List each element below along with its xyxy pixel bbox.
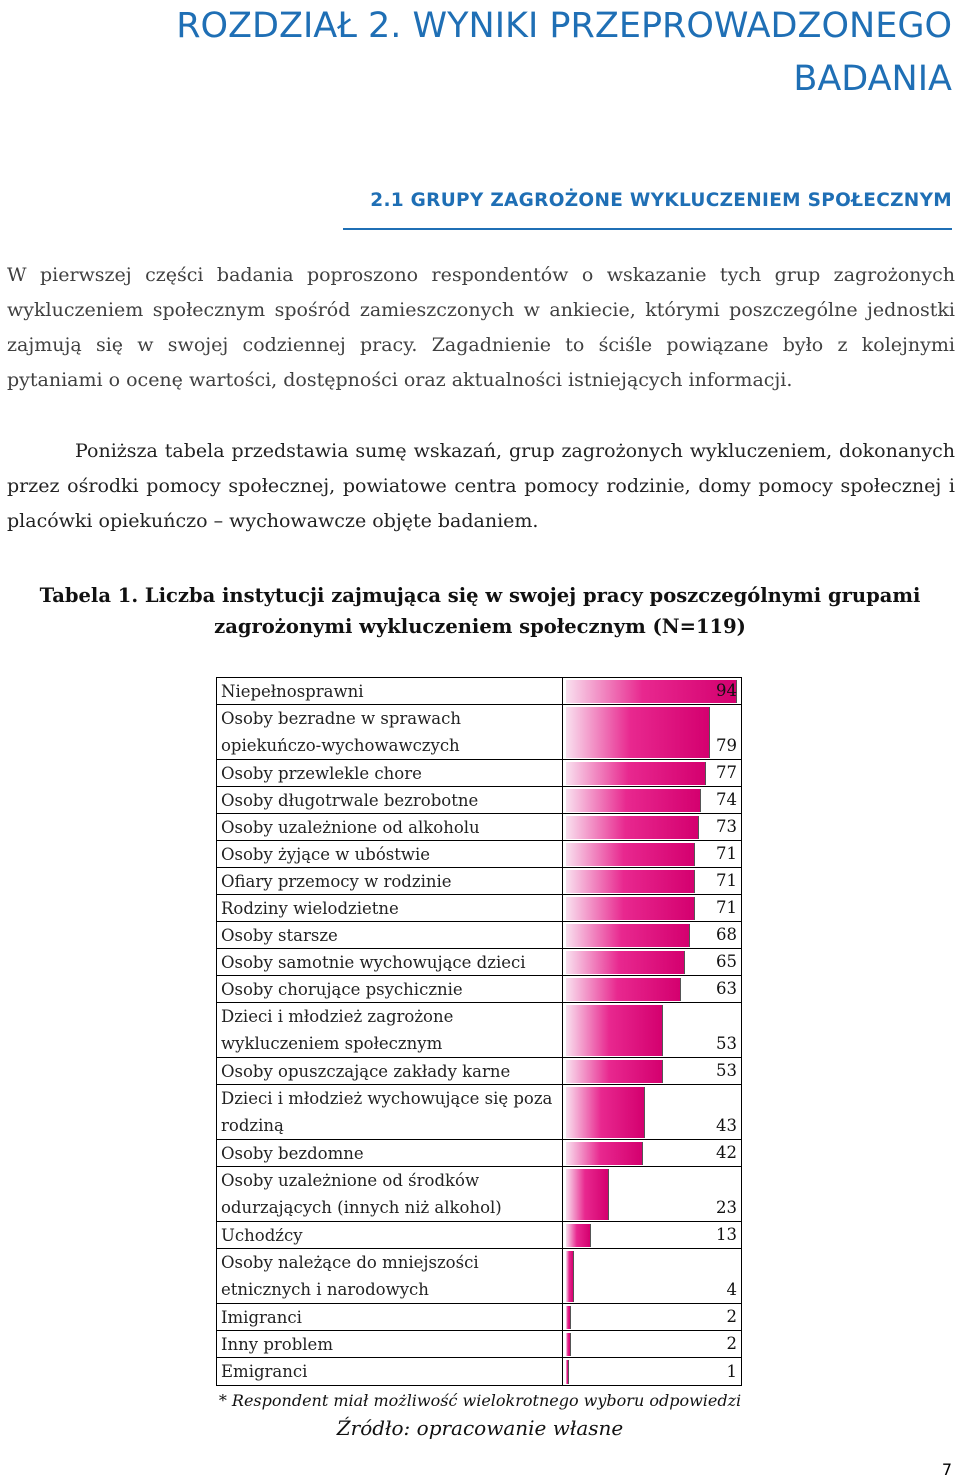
bar-cell bbox=[564, 1085, 741, 1139]
table-caption-line1: Tabela 1. Liczba instytucji zajmująca się w swojej pracy poszczególnymi grupami bbox=[39, 584, 921, 607]
row-value: 2 bbox=[726, 1307, 737, 1326]
table-row bbox=[217, 705, 741, 760]
row-value: 1 bbox=[726, 1362, 737, 1381]
row-label: Osoby samotnie wychowujące dzieci bbox=[217, 949, 563, 975]
row-value: 53 bbox=[716, 1061, 737, 1080]
row-value: 94 bbox=[716, 681, 737, 700]
value-bar bbox=[566, 1251, 574, 1302]
row-label: Osoby żyjące w ubóstwie bbox=[217, 841, 563, 867]
bar-cell bbox=[564, 922, 741, 948]
row-value: 63 bbox=[716, 979, 737, 998]
value-bar bbox=[566, 816, 699, 839]
row-label: Osoby należące do mniejszości etnicznych i narodowych bbox=[217, 1249, 563, 1303]
value-bar bbox=[566, 1142, 643, 1165]
value-bar bbox=[566, 680, 737, 703]
row-label: Inny problem bbox=[217, 1331, 563, 1357]
table-row bbox=[217, 868, 741, 895]
row-value: 4 bbox=[726, 1280, 737, 1299]
bar-cell bbox=[564, 841, 741, 867]
section-underline bbox=[343, 228, 952, 230]
value-bar bbox=[566, 762, 706, 785]
row-value: 79 bbox=[716, 736, 737, 755]
row-label: Niepełnosprawni bbox=[217, 678, 563, 704]
table-caption bbox=[0, 580, 960, 642]
value-bar bbox=[566, 707, 710, 758]
bar-cell bbox=[564, 760, 741, 786]
table-row bbox=[217, 1140, 741, 1167]
row-label: Osoby chorujące psychicznie bbox=[217, 976, 563, 1002]
row-value: 42 bbox=[716, 1143, 737, 1162]
value-bar bbox=[566, 978, 681, 1001]
row-label: Osoby uzależnione od środków odurzających (innych niż alkohol) bbox=[217, 1167, 563, 1221]
row-label: Uchodźcy bbox=[217, 1222, 563, 1248]
bar-cell bbox=[564, 1167, 741, 1221]
row-label: Osoby przewlekle chore bbox=[217, 760, 563, 786]
row-label: Osoby długotrwale bezrobotne bbox=[217, 787, 563, 813]
row-label: Emigranci bbox=[217, 1358, 563, 1385]
groups-table bbox=[216, 677, 742, 1386]
row-value: 71 bbox=[716, 898, 737, 917]
table-row bbox=[217, 1331, 741, 1358]
page-number: 7 bbox=[941, 1460, 952, 1479]
bar-cell bbox=[564, 1358, 741, 1385]
value-bar bbox=[566, 1005, 663, 1056]
table-row bbox=[217, 895, 741, 922]
table-caption-line2: zagrożonymi wykluczeniem społecznym (N=119) bbox=[214, 615, 746, 638]
row-label: Osoby uzależnione od alkoholu bbox=[217, 814, 563, 840]
row-value: 74 bbox=[716, 790, 737, 809]
row-label: Osoby opuszczające zakłady karne bbox=[217, 1058, 563, 1084]
bar-cell bbox=[564, 895, 741, 921]
intro-paragraph: W pierwszej części badania poproszono respondentów o wskazanie tych grup zagrożonych wykluczeniem społecznym spośród zamieszczonych w ankiecie, którymi poszczególne jednostki zajmują się w swojej codziennej pracy. Zagadnienie to ściśle powiązane było z kolejnymi pytaniami o ocenę wartości, dostępności oraz aktualności istniejących informacji. bbox=[7, 264, 955, 391]
row-label: Dzieci i młodzież zagrożone wykluczeniem społecznym bbox=[217, 1003, 563, 1057]
row-label: Osoby bezdomne bbox=[217, 1140, 563, 1166]
value-bar bbox=[566, 1360, 569, 1384]
table-row bbox=[217, 787, 741, 814]
row-value: 43 bbox=[716, 1116, 737, 1135]
bar-cell bbox=[564, 705, 741, 759]
value-bar bbox=[566, 789, 701, 812]
row-label: Osoby bezradne w sprawach opiekuńczo-wychowawczych bbox=[217, 705, 563, 759]
bar-cell bbox=[564, 1249, 741, 1303]
value-bar bbox=[566, 1306, 571, 1329]
table-row bbox=[217, 1358, 741, 1385]
bar-cell bbox=[564, 976, 741, 1002]
bar-cell bbox=[564, 678, 741, 704]
bar-cell bbox=[564, 949, 741, 975]
table-row bbox=[217, 1167, 741, 1222]
bar-cell bbox=[564, 1331, 741, 1357]
row-label: Dzieci i młodzież wychowujące się poza rodziną bbox=[217, 1085, 563, 1139]
chapter-title bbox=[52, 0, 952, 106]
table-row bbox=[217, 976, 741, 1003]
value-bar bbox=[566, 1333, 571, 1356]
value-bar bbox=[566, 870, 695, 893]
row-value: 73 bbox=[716, 817, 737, 836]
source-note: Źródło: opracowanie własne bbox=[336, 1416, 624, 1440]
row-value: 13 bbox=[716, 1225, 737, 1244]
value-bar bbox=[566, 951, 685, 974]
table-row bbox=[217, 1222, 741, 1249]
table-row bbox=[217, 1249, 741, 1304]
chapter-title-line2: BADANIA bbox=[793, 59, 952, 99]
table-row bbox=[217, 1085, 741, 1140]
section-title: 2.1 GRUPY ZAGROŻONE WYKLUCZENIEM SPOŁECZNYM bbox=[370, 190, 952, 211]
row-value: 53 bbox=[716, 1034, 737, 1053]
bar-cell bbox=[564, 1222, 741, 1248]
table-intro-paragraph: Poniższa tabela przedstawia sumę wskazań, grup zagrożonych wykluczeniem, dokonanych przez ośrodki pomocy społecznej, powiatowe centra pomocy rodzinie, domy pomocy społecznej i placówki opiekuńczo – wychowawcze objęte badaniem. bbox=[7, 440, 955, 532]
row-value: 68 bbox=[716, 925, 737, 944]
value-bar bbox=[566, 843, 695, 866]
row-label: Osoby starsze bbox=[217, 922, 563, 948]
value-bar bbox=[566, 897, 695, 920]
bar-cell bbox=[564, 1058, 741, 1084]
row-label: Imigranci bbox=[217, 1304, 563, 1330]
table-row bbox=[217, 814, 741, 841]
row-value: 2 bbox=[726, 1334, 737, 1353]
row-label: Ofiary przemocy w rodzinie bbox=[217, 868, 563, 894]
bar-cell bbox=[564, 868, 741, 894]
chapter-title-line1: ROZDZIAŁ 2. WYNIKI PRZEPROWADZONEGO bbox=[176, 6, 952, 46]
table-row bbox=[217, 678, 741, 705]
table-row bbox=[217, 1058, 741, 1085]
value-bar bbox=[566, 1224, 591, 1247]
value-bar bbox=[566, 1087, 645, 1138]
table-row bbox=[217, 922, 741, 949]
row-value: 71 bbox=[716, 871, 737, 890]
bar-cell bbox=[564, 814, 741, 840]
row-value: 23 bbox=[716, 1198, 737, 1217]
bar-cell bbox=[564, 787, 741, 813]
bar-cell bbox=[564, 1140, 741, 1166]
footnote: * Respondent miał możliwość wielokrotnego wyboru odpowiedzi bbox=[218, 1391, 742, 1410]
table-row bbox=[217, 760, 741, 787]
table-row bbox=[217, 1304, 741, 1331]
table-row bbox=[217, 1003, 741, 1058]
table-row bbox=[217, 949, 741, 976]
value-bar bbox=[566, 1060, 663, 1083]
row-value: 65 bbox=[716, 952, 737, 971]
row-value: 71 bbox=[716, 844, 737, 863]
bar-cell bbox=[564, 1003, 741, 1057]
row-label: Rodziny wielodzietne bbox=[217, 895, 563, 921]
value-bar bbox=[566, 924, 690, 947]
table-row bbox=[217, 841, 741, 868]
value-bar bbox=[566, 1169, 609, 1220]
bar-cell bbox=[564, 1304, 741, 1330]
row-value: 77 bbox=[716, 763, 737, 782]
